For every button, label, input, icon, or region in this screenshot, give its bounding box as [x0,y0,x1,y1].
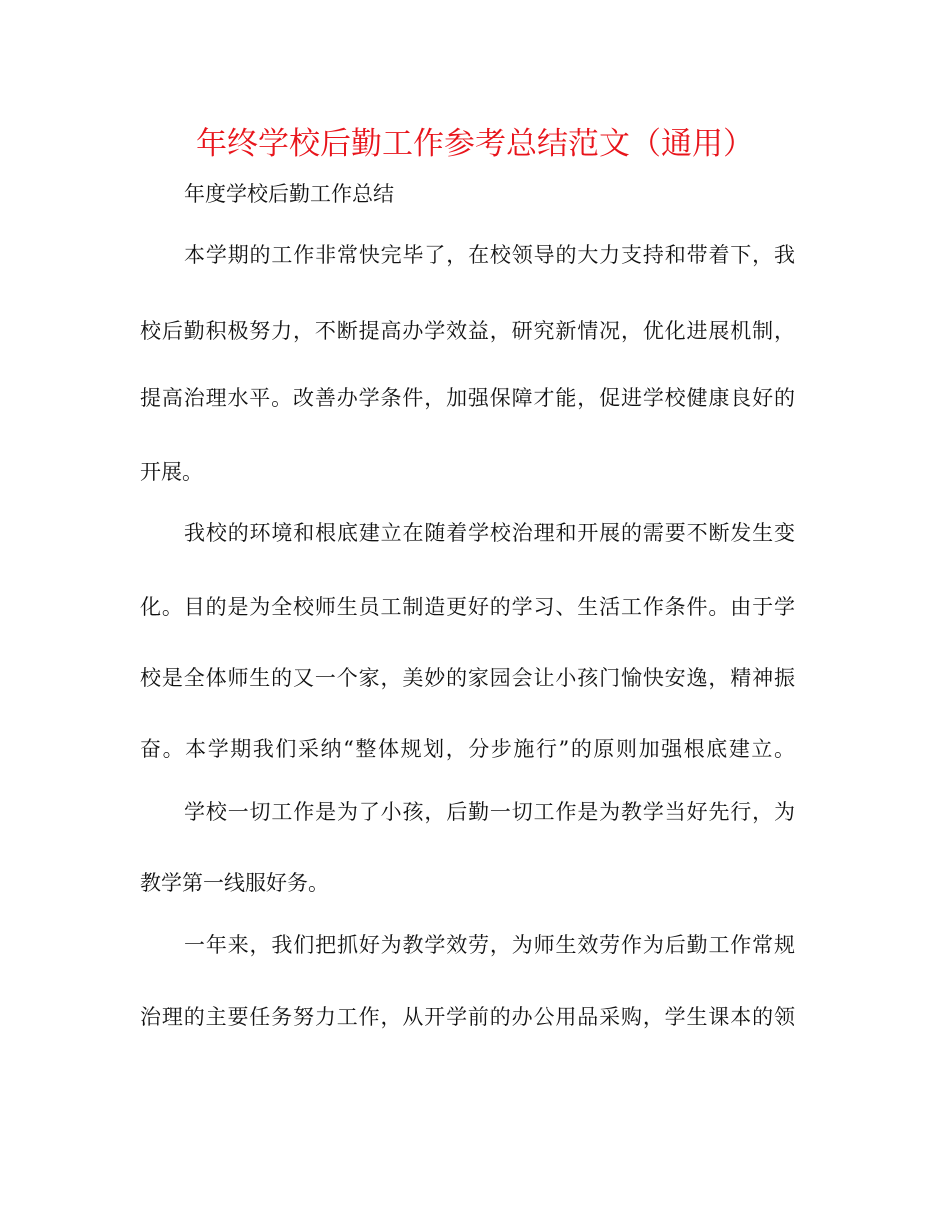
paragraph-line: 开展。 [140,460,203,484]
paragraph-line: 一年来，我们把抓好为教学效劳，为师生效劳作为后勤工作常规 [184,933,795,957]
paragraph-line: 化。目的是为全校师生员工制造更好的学习、生活工作条件。由于学 [140,595,795,619]
paragraph-line: 教学第一线服好务。 [140,871,329,895]
document-title: 年终学校后勤工作参考总结范文（通用） [196,126,754,162]
document-subtitle: 年度学校后勤工作总结 [184,182,394,206]
paragraph-line: 学校一切工作是为了小孩，后勤一切工作是为教学当好先行，为 [184,800,795,824]
paragraph-line: 校是全体师生的又一个家，美妙的家园会让小孩门愉快安逸，精神振 [140,666,795,690]
paragraph-line: 奋。本学期我们采纳“整体规划，分步施行”的原则加强根底建立。 [140,737,795,761]
paragraph-line: 我校的环境和根底建立在随着学校治理和开展的需要不断发生变 [184,521,795,545]
paragraph-line: 本学期的工作非常快完毕了，在校领导的大力支持和带着下，我 [184,243,795,267]
paragraph-line: 治理的主要任务努力工作，从开学前的办公用品采购，学生课本的领 [140,1005,795,1029]
paragraph-line: 校后勤积极努力，不断提高办学效益，研究新情况，优化进展机制， [140,319,795,343]
paragraph-line: 提高治理水平。改善办学条件，加强保障才能，促进学校健康良好的 [140,386,795,410]
